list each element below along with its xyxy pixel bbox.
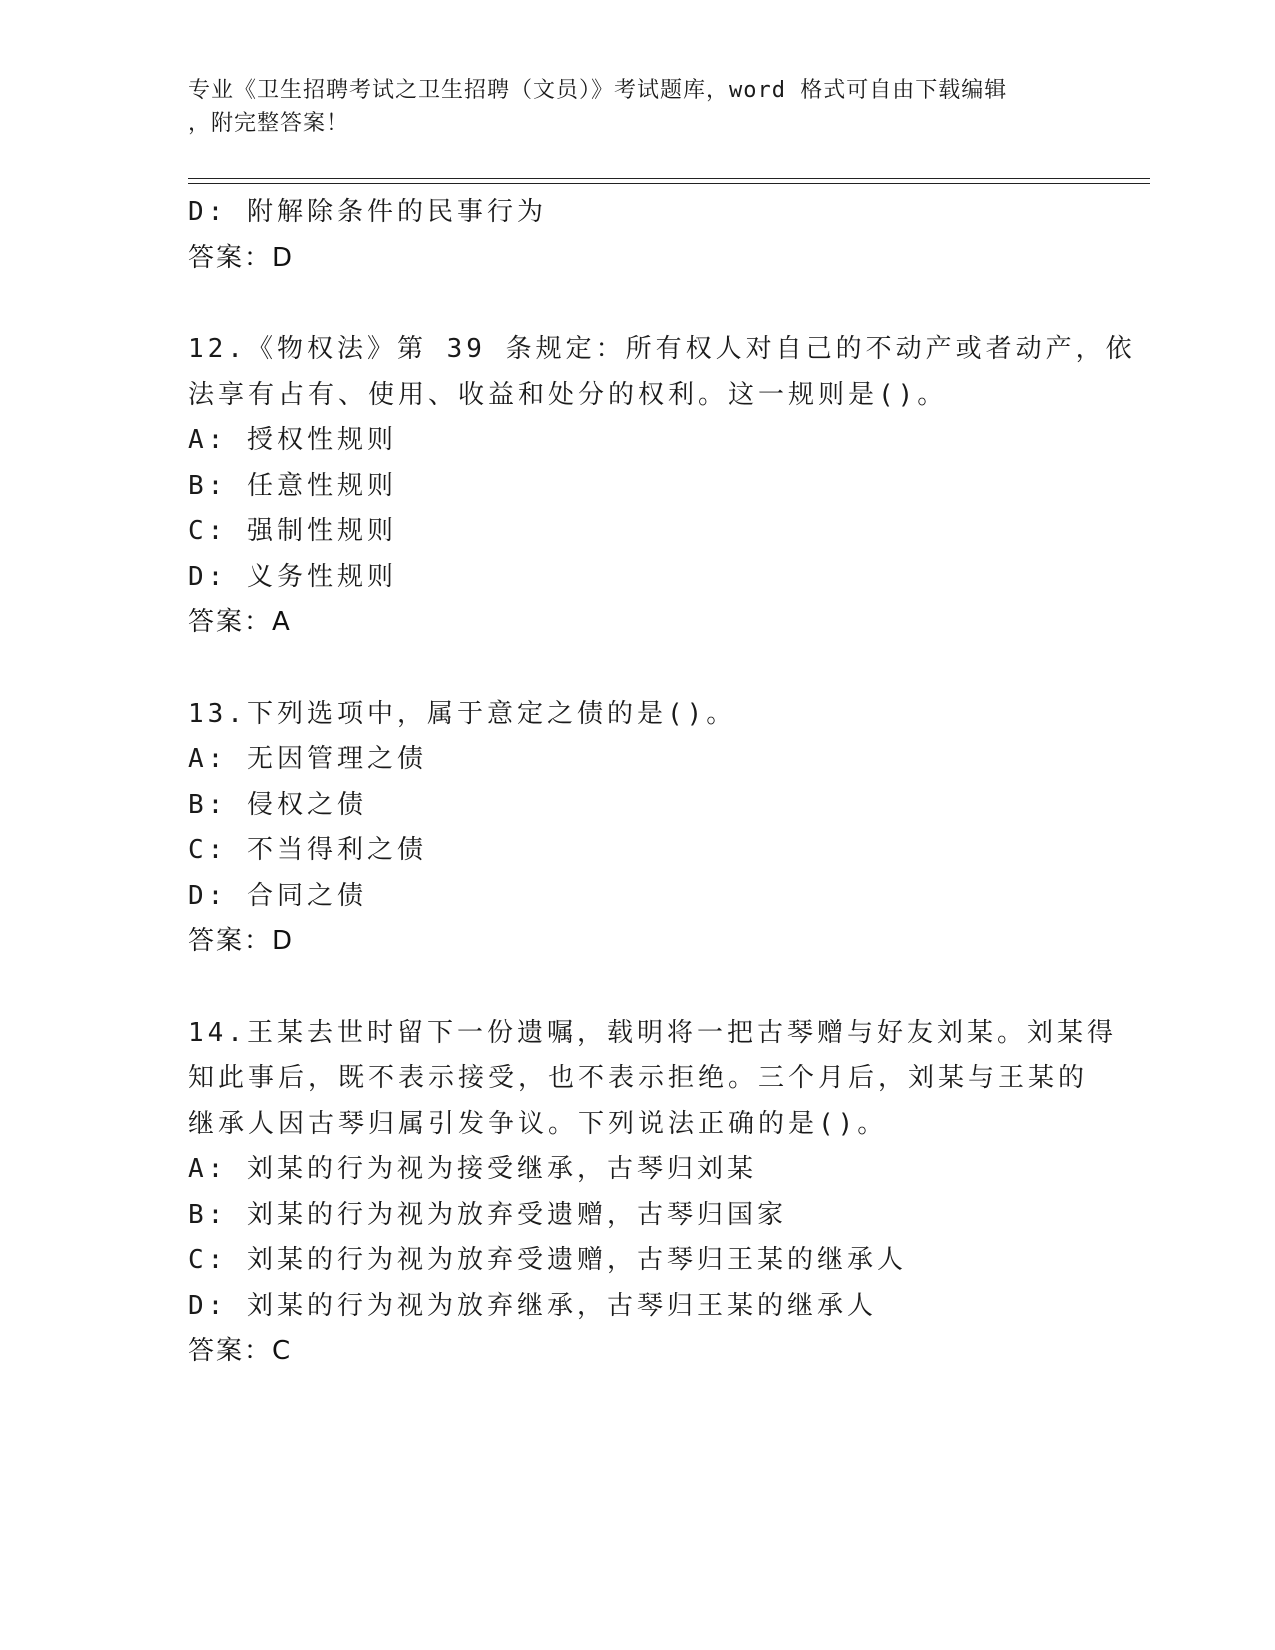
question-14 xyxy=(188,1011,1117,1375)
question-stem: 知此事后，既不表示接受，也不表示拒绝。三个月后，刘某与王某的 xyxy=(188,1063,1089,1093)
option-d: D: 附解除条件的民事行为 xyxy=(188,197,547,227)
question-stem: 14.王某去世时留下一份遗嘱，载明将一把古琴赠与好友刘某。刘某得 xyxy=(188,1017,1117,1048)
option-b: B: 任意性规则 xyxy=(188,470,397,501)
header-rule-top xyxy=(188,178,1150,179)
question-11-tail xyxy=(188,190,1088,281)
answer: 答案：D xyxy=(188,926,295,956)
spacer xyxy=(188,646,1088,692)
option-d: D: 刘某的行为视为放弃继承，古琴归王某的继承人 xyxy=(188,1290,877,1321)
spacer xyxy=(188,965,1088,1011)
spacer xyxy=(188,281,1088,327)
answer: 答案：C xyxy=(188,1336,293,1366)
option-a: A: 刘某的行为视为接受继承，古琴归刘某 xyxy=(188,1154,757,1184)
option-c: C: 刘某的行为视为放弃受遗赠，古琴归王某的继承人 xyxy=(188,1245,907,1275)
question-stem: 继承人因古琴归属引发争议。下列说法正确的是()。 xyxy=(188,1108,888,1139)
question-stem: 法享有占有、使用、收益和处分的权利。这一规则是()。 xyxy=(188,379,948,410)
option-b: B: 刘某的行为视为放弃受遗赠，古琴归国家 xyxy=(188,1199,787,1230)
header-line-2: ，附完整答案！ xyxy=(188,111,350,136)
header-rule-bottom xyxy=(188,183,1150,184)
header-line-1: 专业《卫生招聘考试之卫生招聘（文员）》考试题库，word 格式可自由下载编辑 xyxy=(188,78,1008,103)
document-header xyxy=(188,74,1068,140)
question-stem: 13.下列选项中，属于意定之债的是()。 xyxy=(188,698,737,729)
answer: 答案：D xyxy=(188,242,295,273)
option-d: D: 义务性规则 xyxy=(188,561,397,592)
question-stem: 12.《物权法》第 39 条规定：所有权人对自己的不动产或者动产，依 xyxy=(188,334,1136,364)
question-12 xyxy=(188,327,1136,646)
option-a: A: 授权性规则 xyxy=(188,425,397,455)
question-list xyxy=(188,190,1136,1375)
option-c: C: 强制性规则 xyxy=(188,516,397,546)
answer: 答案：A xyxy=(188,607,292,637)
option-b: B: 侵权之债 xyxy=(188,789,367,820)
question-13 xyxy=(188,692,1088,965)
option-d: D: 合同之债 xyxy=(188,880,367,911)
option-c: C: 不当得利之债 xyxy=(188,835,427,865)
option-a: A: 无因管理之债 xyxy=(188,744,427,774)
